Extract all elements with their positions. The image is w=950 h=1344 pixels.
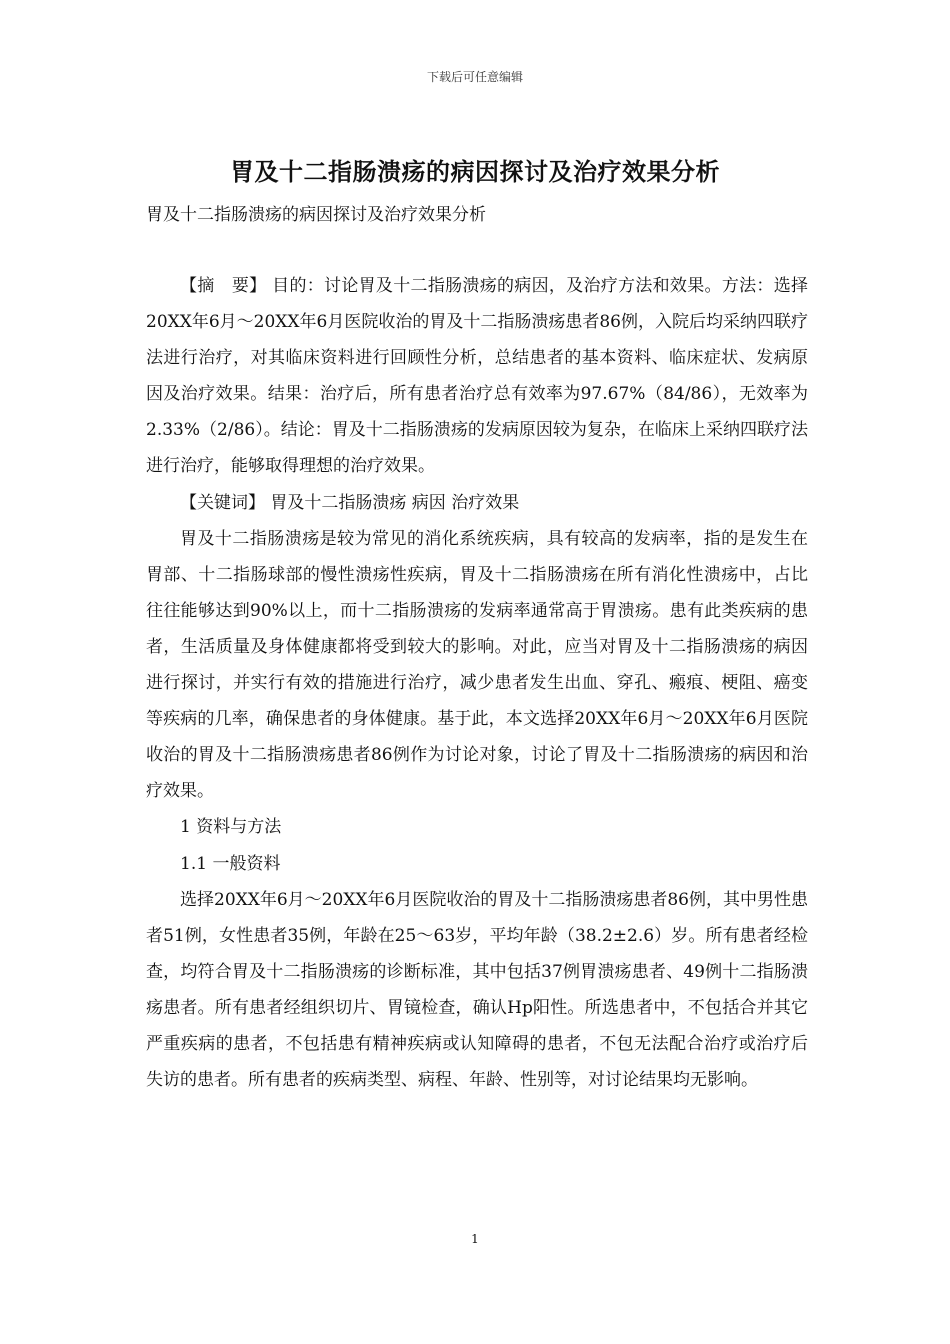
introduction-paragraph: 胃及十二指肠溃疡是较为常见的消化系统疾病，具有较高的发病率，指的是发生在胃部、十二指肠球部的慢性溃疡性疾病，胃及十二指肠溃疡在所有消化性溃疡中，占比往往能够达到90%以上，而十二指肠溃疡的发病率通常高于胃溃疡。患有此类疾病的患者，生活质量及身体健康都将受到较大的影响。对此，应当对胃及十二指肠溃疡的病因进行探讨，并实行有效的措施进行治疗，减少患者发生出血、穿孔、瘢痕、梗阻、癌变等疾病的几率，确保患者的身体健康。基于此，本文选择20XX年6月～20XX年6月医院收治的胃及十二指肠溃疡患者86例作为讨论对象，讨论了胃及十二指肠溃疡的病因和治疗效果。 <box>146 528 808 802</box>
document-body <box>146 268 808 1098</box>
abstract-paragraph: 【摘 要】 目的：讨论胃及十二指肠溃疡的病因，及治疗方法和效果。方法：选择20XX年6月～20XX年6月医院收治的胃及十二指肠溃疡患者86例，入院后均采纳四联疗法进行治疗，对其临床资料进行回顾性分析，总结患者的基本资料、临床症状、发病原因及治疗效果。结果：治疗后，所有患者治疗总有效率为97.67%（84/86），无效率为2.33%（2/86）。结论：胃及十二指肠溃疡的发病原因较为复杂，在临床上采纳四联疗法进行治疗，能够取得理想的治疗效果。 <box>146 276 808 477</box>
keywords-paragraph: 【关键词】 胃及十二指肠溃疡 病因 治疗效果 <box>180 492 520 513</box>
section-heading: 1 资料与方法 <box>180 817 282 838</box>
document-title: 胃及十二指肠溃疡的病因探讨及治疗效果分析 <box>230 157 720 186</box>
subsection-heading: 1.1 一般资料 <box>180 853 281 874</box>
page-number: 1 <box>471 1232 479 1246</box>
general-data-paragraph: 选择20XX年6月～20XX年6月医院收治的胃及十二指肠溃疡患者86例，其中男性患者51例，女性患者35例，年龄在25～63岁，平均年龄（38.2±2.6）岁。所有患者经检查，均符合胃及十二指肠溃疡的诊断标准，其中包括37例胃溃疡患者、49例十二指肠溃疡患者。所有患者经组织切片、胃镜检查，确认Hp阳性。所选患者中，不包括合并其它严重疾病的患者，不包括患有精神疾病或认知障碍的患者，不包无法配合治疗或治疗后失访的患者。所有患者的疾病类型、病程、年龄、性别等，对讨论结果均无影响。 <box>146 889 808 1091</box>
page-header-note: 下载后可任意编辑 <box>426 70 523 84</box>
document-subtitle: 胃及十二指肠溃疡的病因探讨及治疗效果分析 <box>146 205 486 225</box>
